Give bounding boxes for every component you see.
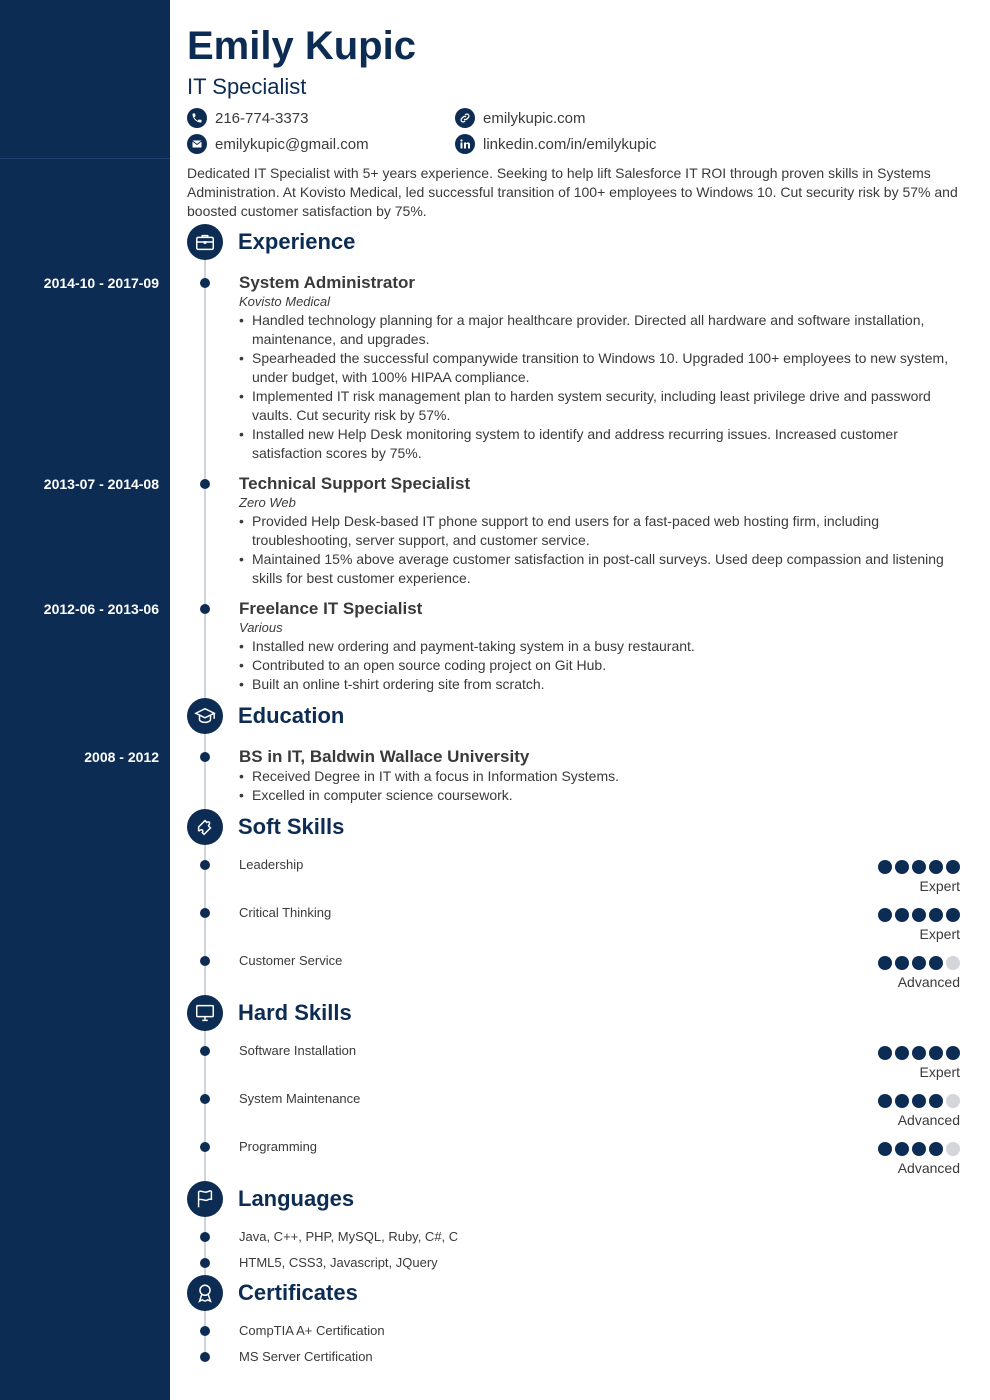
bullet-item: • Spearheaded the successful companywide transition to Windows 10. Upgraded 100+ employees to new system, under budget, with 100% HIPAA compliance. [239,349,959,387]
rating-dot-filled [912,908,926,922]
education-dates: 2008 - 2012 [84,749,159,765]
bullet-item: • Installed new ordering and payment-taking system in a busy restaurant. [239,637,959,656]
bullet-item: • Implemented IT risk management plan to harden system security, including least privilege drive and password vaults. Cut security risk by 57%. [239,387,959,425]
rating-dot-filled [929,1046,943,1060]
bullet-item: • Installed new Help Desk monitoring system to identify and address recurring issues. Increased customer satisfaction scores by 75%. [239,425,959,463]
skill-name: System Maintenance [239,1091,361,1106]
timeline-dot [200,1046,210,1056]
rating-dot-filled [895,1046,909,1060]
skill-level: Expert [919,878,960,894]
certificate-item: CompTIA A+ Certification [239,1323,385,1338]
job-title: System Administrator [239,273,416,292]
skill-name: Programming [239,1139,318,1154]
language-item: Java, C++, PHP, MySQL, Ruby, C#, C [239,1229,459,1244]
rating-dot-filled [946,908,960,922]
briefcase-icon [187,224,223,260]
timeline-dot [200,1352,210,1362]
bullet-item: • Provided Help Desk-based IT phone support to end users for a fast-paced web hosting firm, including troubleshooting, server support, and customer service. [239,512,959,550]
rating-dot-filled [929,1094,943,1108]
website-text[interactable]: emilykupic.com [483,109,586,127]
mail-icon [187,134,207,154]
skill-level: Expert [919,1064,960,1080]
rating-dot-filled [878,1094,892,1108]
degree-title: BS in IT, Baldwin Wallace University [239,747,530,766]
education-bullets [239,767,959,805]
rating-dot-filled [929,1142,943,1156]
timeline-dot [200,956,210,966]
education-heading: Education [238,703,345,728]
skill-level: Advanced [897,974,960,990]
linkedin-text[interactable]: linkedin.com/in/emilykupic [483,135,657,153]
skill-rating [878,908,960,922]
hard-skills-heading: Hard Skills [238,1000,352,1025]
award-icon [187,1275,223,1311]
education-entry [239,746,959,805]
rating-dot-filled [946,860,960,874]
rating-dot-filled [878,908,892,922]
skill-name: Critical Thinking [239,905,332,920]
timeline-dot [200,479,210,489]
bullet-item: • Built an online t-shirt ordering site from scratch. [239,675,959,694]
rating-dot-filled [912,1046,926,1060]
contact-linkedin[interactable] [455,134,656,154]
rating-dot-empty [946,1094,960,1108]
email-text[interactable]: emilykupic@gmail.com [215,135,369,153]
contact-email[interactable] [187,134,369,154]
timeline-dot [200,278,210,288]
rating-dot-filled [895,1094,909,1108]
timeline-dot [200,860,210,870]
monitor-icon [187,995,223,1031]
rating-dot-empty [946,956,960,970]
bullet-item: • Excelled in computer science coursework. [239,786,959,805]
skill-rating [878,860,960,874]
timeline-dot [200,752,210,762]
job-bullets [239,637,959,694]
rating-dot-filled [912,1094,926,1108]
rating-dot-filled [895,956,909,970]
rating-dot-filled [946,1046,960,1060]
skill-rating [878,1046,960,1060]
job-title: Technical Support Specialist [239,474,471,493]
sidebar-divider [0,158,170,159]
timeline-dot [200,908,210,918]
rating-dot-filled [929,956,943,970]
timeline-dot [200,1326,210,1336]
experience-dates: 2013-07 - 2014-08 [43,476,159,492]
rating-dot-filled [912,860,926,874]
bullet-item: • Maintained 15% above average customer satisfaction in post-call surveys. Used deep compassion and listening skills for best customer experience. [239,550,959,588]
certificate-item: MS Server Certification [239,1349,373,1364]
languages-heading: Languages [238,1186,355,1211]
experience-heading: Experience [238,229,356,254]
skill-rating [878,1142,960,1156]
profile-summary: Dedicated IT Specialist with 5+ years experience. Seeking to help lift Salesforce IT ROI through proven skills in Systems Administration. At Kovisto Medical, led successful transition of 100+ employees to Windows 10. Cut security risk by 57% and boosted customer satisfaction by 75%. [187,165,958,219]
experience-dates: 2014-10 - 2017-09 [43,275,159,291]
bullet-item: • Contributed to an open source coding project on Git Hub. [239,656,959,675]
timeline-dot [200,604,210,614]
phone-text: 216-774-3373 [215,109,309,127]
rating-dot-filled [929,860,943,874]
soft-skills-heading: Soft Skills [238,814,345,839]
skill-name: Software Installation [239,1043,357,1058]
experience-entry [239,473,959,588]
skill-level: Advanced [897,1160,960,1176]
language-item: HTML5, CSS3, Javascript, JQuery [239,1255,438,1270]
link-icon [455,108,475,128]
rating-dot-filled [878,956,892,970]
job-company: Various [239,620,283,635]
rating-dot-filled [878,860,892,874]
rating-dot-filled [895,860,909,874]
job-title: Freelance IT Specialist [239,599,423,618]
flag-icon [187,1181,223,1217]
job-company: Zero Web [239,495,296,510]
rating-dot-filled [912,956,926,970]
rating-dot-filled [895,1142,909,1156]
timeline-dot [200,1142,210,1152]
job-company: Kovisto Medical [239,294,331,309]
rating-dot-filled [895,908,909,922]
timeline-dot [200,1232,210,1242]
job-bullets [239,311,959,463]
experience-entry [239,598,959,694]
candidate-title: IT Specialist [187,74,307,99]
timeline-dot [200,1258,210,1268]
graduation-cap-icon [187,698,223,734]
linkedin-icon [455,134,475,154]
skill-rating [878,956,960,970]
bullet-item: • Handled technology planning for a major healthcare provider. Directed all hardware and software installation, maintenance, and upgrades. [239,311,959,349]
bullet-item: • Received Degree in IT with a focus in Information Systems. [239,767,959,786]
skill-name: Leadership [239,857,304,872]
rating-dot-empty [946,1142,960,1156]
rating-dot-filled [912,1142,926,1156]
skill-level: Expert [919,926,960,942]
skill-rating [878,1094,960,1108]
rating-dot-filled [878,1046,892,1060]
timeline-dot [200,1094,210,1104]
skill-level: Advanced [897,1112,960,1128]
certificates-heading: Certificates [238,1280,358,1305]
sidebar [0,0,170,1400]
rating-dot-filled [878,1142,892,1156]
contact-website[interactable] [455,108,586,128]
contact-phone [187,108,308,128]
phone-icon [187,108,207,128]
job-bullets [239,512,959,588]
experience-dates: 2012-06 - 2013-06 [43,601,159,617]
puzzle-icon [187,809,223,845]
skill-name: Customer Service [239,953,343,968]
candidate-name: Emily Kupic [187,24,416,68]
experience-entry [239,272,959,463]
rating-dot-filled [929,908,943,922]
